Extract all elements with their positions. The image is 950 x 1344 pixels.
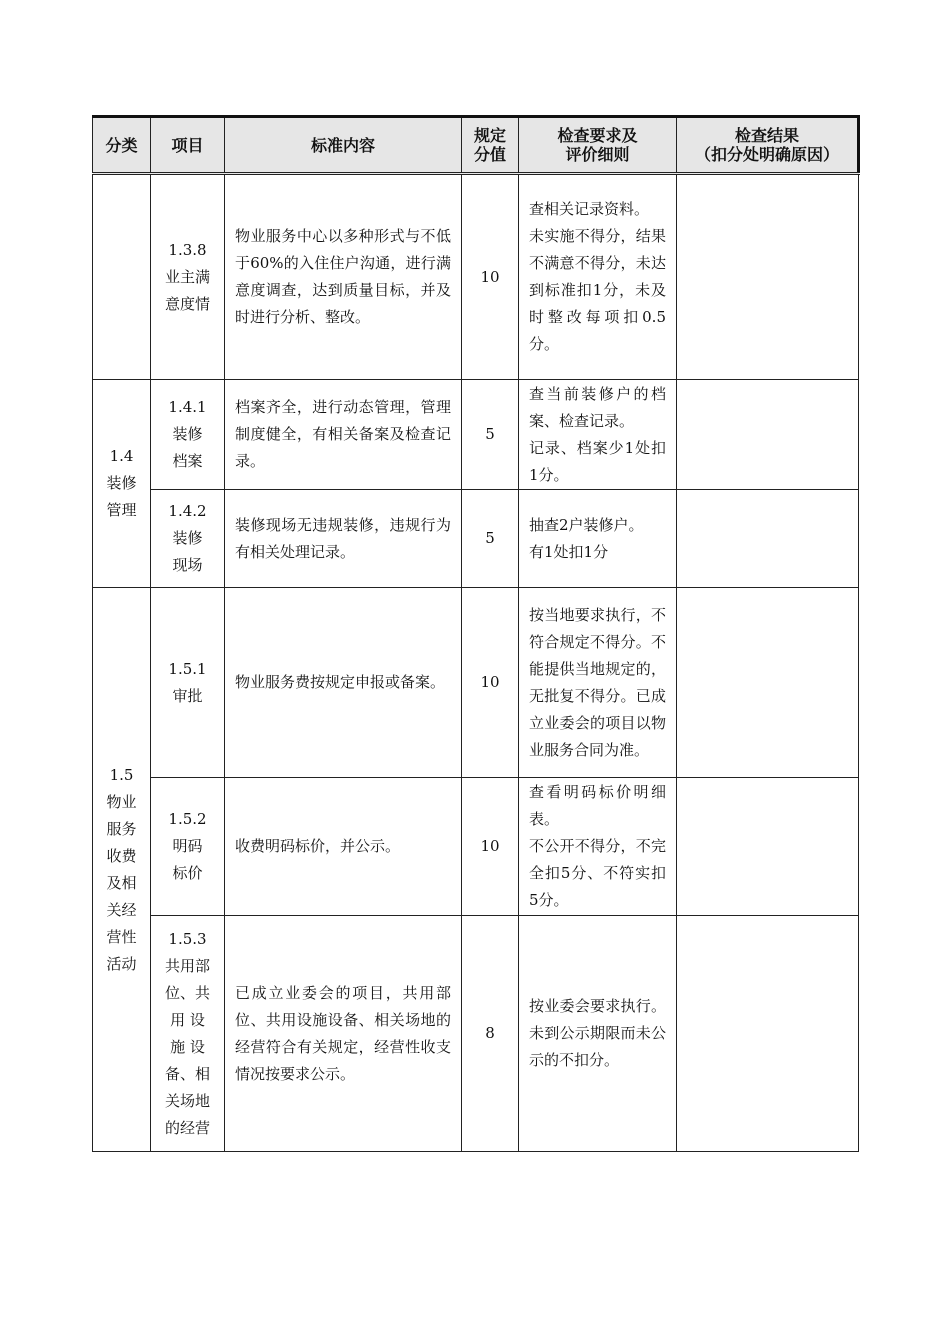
item-cell xyxy=(151,916,225,1152)
header-score-line2: 分值 xyxy=(473,145,506,164)
item-cell xyxy=(151,380,225,490)
check-text: 查相关记录资料。 未实施不得分，结果不满意不得分，未达到标准扣1分，未及时整改每项扣0.5分。 xyxy=(529,200,666,353)
check-text: 抽查2户装修户。 有1处扣1分 xyxy=(529,515,644,561)
inspection-standard-table xyxy=(92,115,860,1152)
table-row xyxy=(93,588,859,778)
item-cell xyxy=(151,490,225,588)
score-cell: 8 xyxy=(462,916,519,1152)
header-check xyxy=(519,117,677,174)
item-text: 1.4.2 装修 现场 xyxy=(168,502,207,574)
header-item: 项目 xyxy=(151,117,225,174)
header-check-line2: 评价细则 xyxy=(565,145,630,164)
table-row xyxy=(93,916,859,1152)
score-cell: 10 xyxy=(462,174,519,380)
table-row xyxy=(93,380,859,490)
check-cell xyxy=(519,778,677,916)
header-result-line2: （扣分处明确原因） xyxy=(694,145,839,164)
result-cell xyxy=(677,380,859,490)
table-header-row xyxy=(93,117,859,174)
item-cell xyxy=(151,778,225,916)
item-text: 1.3.8 业主满 意度情 xyxy=(164,240,210,313)
check-text: 查看明码标价明细表。 不公开不得分，不完全扣5分、不符实扣5分。 xyxy=(529,783,666,909)
result-cell xyxy=(677,490,859,588)
item-text: 1.4.1 装修 档案 xyxy=(168,398,207,470)
score-cell: 5 xyxy=(462,490,519,588)
category-text: 1.4 装修 管理 xyxy=(106,447,137,519)
header-result-line1: 检查结果 xyxy=(734,126,799,145)
header-check-line1: 检查要求及 xyxy=(557,126,638,145)
check-text: 查当前装修户的档案、检查记录。 记录、档案少1处扣1分。 xyxy=(529,384,666,484)
standard-content-cell: 装修现场无违规装修，违规行为有相关处理记录。 xyxy=(225,490,462,588)
result-cell xyxy=(677,916,859,1152)
standard-content-cell: 收费明码标价，并公示。 xyxy=(225,778,462,916)
header-category: 分类 xyxy=(93,117,151,174)
standard-content-cell: 物业服务中心以多种形式与不低于60%的入住住户沟通，进行满意度调查，达到质量目标，并及时进行分析、整改。 xyxy=(225,174,462,380)
item-text: 1.5.1 审批 xyxy=(168,659,207,705)
header-score xyxy=(462,117,519,174)
standard-content-cell: 已成立业委会的项目，共用部位、共用设施设备、相关场地的经营符合有关规定，经营性收支情况按要求公示。 xyxy=(225,916,462,1152)
score-cell: 5 xyxy=(462,380,519,490)
item-cell xyxy=(151,174,225,380)
check-cell: 按业委会要求执行。未到公示期限而未公示的不扣分。 xyxy=(519,916,677,1152)
check-cell: 按当地要求执行，不符合规定不得分。不能提供当地规定的，无批复不得分。已成立业委会的项目以物业服务合同为准。 xyxy=(519,588,677,778)
check-cell xyxy=(519,490,677,588)
item-cell xyxy=(151,588,225,778)
score-cell: 10 xyxy=(462,778,519,916)
header-standard: 标准内容 xyxy=(225,117,462,174)
result-cell xyxy=(677,174,859,380)
header-result xyxy=(677,117,859,174)
result-cell xyxy=(677,778,859,916)
item-text: 1.5.3 共用部 位、共 用 设 施 设 备、相 关场地 的经营 xyxy=(164,929,210,1137)
category-cell xyxy=(93,588,151,1152)
category-cell-empty xyxy=(93,174,151,380)
category-cell xyxy=(93,380,151,588)
header-score-line1: 规定 xyxy=(473,126,506,145)
result-cell xyxy=(677,588,859,778)
table-row xyxy=(93,490,859,588)
table-row xyxy=(93,174,859,380)
check-cell xyxy=(519,174,677,380)
check-cell xyxy=(519,380,677,490)
table-row xyxy=(93,778,859,916)
item-text: 1.5.2 明码 标价 xyxy=(168,810,207,882)
standard-content-cell: 档案齐全，进行动态管理，管理制度健全，有相关备案及检查记录。 xyxy=(225,380,462,490)
score-cell: 10 xyxy=(462,588,519,778)
category-text: 1.5 物业 服务 收费 及相 关经 营性 活动 xyxy=(106,765,137,973)
standard-content-cell: 物业服务费按规定申报或备案。 xyxy=(225,588,462,778)
